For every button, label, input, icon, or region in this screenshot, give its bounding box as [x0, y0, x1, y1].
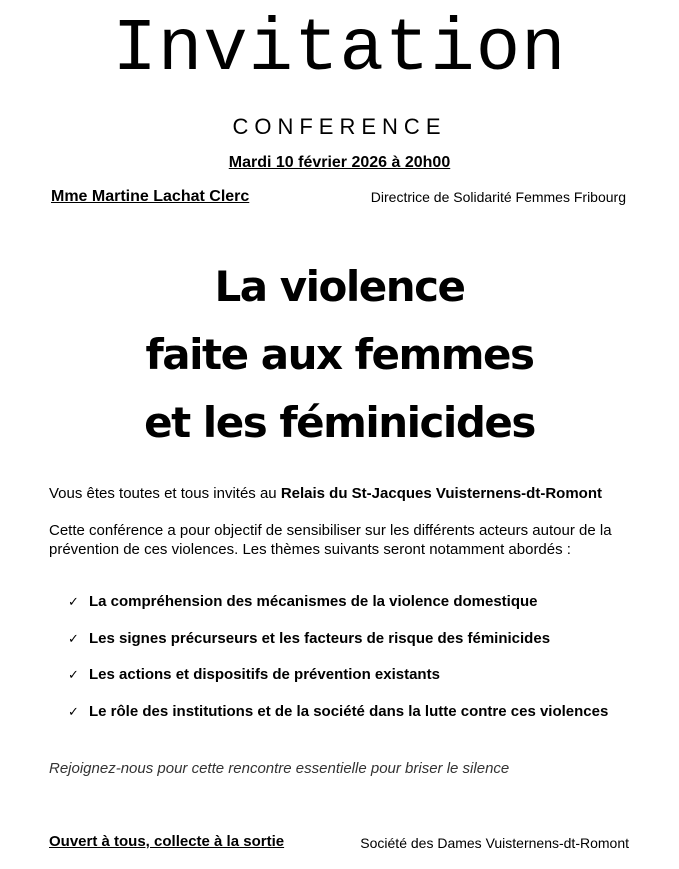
conference-headline	[0, 253, 679, 457]
headline-line-1: La violence	[214, 262, 465, 311]
topic-text: Les actions et dispositifs de prévention existants	[89, 666, 440, 683]
topic-text: Les signes précurseurs et les facteurs de risque des féminicides	[89, 629, 551, 647]
topic-text: La compréhension des mécanismes de la violence domestique	[89, 593, 538, 610]
list-item	[68, 702, 608, 739]
invitation-title: Invitation	[112, 8, 567, 92]
event-type: CONFERENCE	[232, 114, 447, 139]
headline-line-2: faite aux femmes	[145, 330, 534, 379]
topic-list	[68, 592, 608, 738]
checkmark-icon: ✓	[68, 631, 79, 647]
venue-name: Relais du St-Jacques Vuisternens-dt-Romont	[280, 485, 602, 502]
speaker-role: Directrice de Solidarité Femmes Fribourg	[370, 189, 626, 205]
checkmark-icon: ✓	[68, 595, 79, 610]
invitation-prefix: Vous êtes toutes et tous invités au	[49, 485, 281, 502]
headline-line-3: et les féminicides	[144, 398, 535, 447]
list-item	[68, 592, 608, 629]
checkmark-icon: ✓	[68, 704, 79, 720]
speaker-name: Mme Martine Lachat Clerc	[51, 188, 250, 205]
closing-sentence: Rejoignez-nous pour cette rencontre essentielle pour briser le silence	[49, 760, 510, 777]
checkmark-icon: ✓	[68, 668, 79, 683]
list-item	[68, 629, 608, 666]
access-note: Ouvert à tous, collecte à la sortie	[49, 833, 285, 850]
invitation-sentence	[49, 485, 602, 503]
organizer-name: Société des Dames Vuisternens-dt-Romont	[360, 835, 629, 851]
topic-text: Le rôle des institutions et de la société dans la lutte contre ces violences	[89, 702, 609, 720]
conference-description: Cette conférence a pour objectif de sensibiliser sur les différents acteurs autour de la prévention de ces violences. Les thèmes suivants seront notamment abordés :	[49, 522, 612, 558]
list-item	[68, 665, 608, 702]
event-date: Mardi 10 février 2026 à 20h00	[228, 154, 451, 171]
